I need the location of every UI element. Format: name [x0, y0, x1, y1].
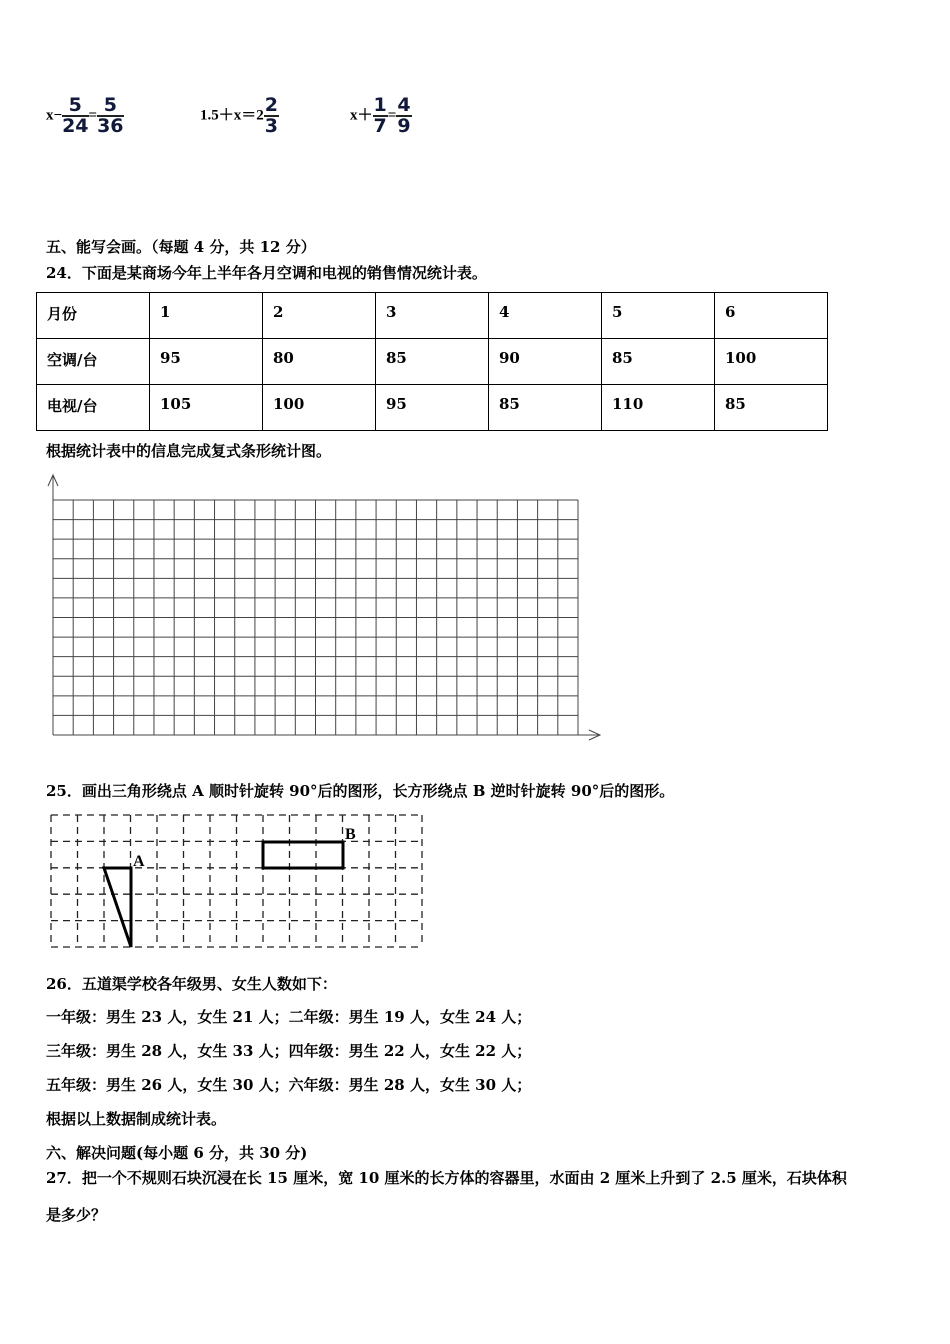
- question-26: 26．五道渠学校各年级男、女生人数如下：: [46, 975, 337, 993]
- numerator: 5: [62, 96, 88, 117]
- eq-text: =: [387, 107, 397, 124]
- denominator: 9: [397, 115, 411, 137]
- point-b-label: B: [345, 826, 356, 843]
- numerator: 2: [264, 94, 278, 116]
- numerator: 4: [397, 94, 411, 116]
- dashed-grid: [51, 815, 422, 947]
- question-26-instruction: 根据以上数据制成统计表。: [46, 1110, 227, 1128]
- table-cell: 4: [489, 293, 602, 339]
- table-cell: 3: [376, 293, 489, 339]
- grade-data-line: 三年级：男生 28 人，女生 33 人；四年级：男生 22 人，女生 22 人；: [46, 1042, 532, 1060]
- eq-text: x−: [46, 107, 63, 124]
- numerator: 5: [97, 96, 123, 117]
- grade-data-line: 五年级：男生 26 人，女生 30 人；六年级：男生 28 人，女生 30 人；: [46, 1076, 532, 1094]
- section-5-title: 五、能写会画。（每题 4 分，共 12 分）: [46, 238, 316, 256]
- table-cell: 100: [715, 339, 828, 385]
- numerator: 1: [373, 94, 387, 116]
- table-cell: 5: [602, 293, 715, 339]
- point-a-label: A: [133, 853, 145, 870]
- table-cell: 95: [150, 339, 263, 385]
- blank-bar-chart-grid: [53, 500, 578, 735]
- section-6-title: 六、解决问题(每小题 6 分，共 30 分): [46, 1144, 308, 1162]
- table-cell: 110: [602, 385, 715, 431]
- triangle: [104, 868, 131, 947]
- rectangle: [263, 842, 343, 868]
- eq-text: x＋: [350, 107, 373, 124]
- table-cell: 空调/台: [37, 339, 150, 385]
- question-27-line2: 是多少？: [46, 1206, 107, 1224]
- question-27-line1: 27．把一个不规则石块沉浸在长 15 厘米，宽 10 厘米的长方体的容器里，水面由 2 厘米上升到了 2.5 厘米，石块体积: [46, 1169, 847, 1187]
- question-24-instruction: 根据统计表中的信息完成复式条形统计图。: [46, 442, 332, 460]
- question-24: 24．下面是某商场今年上半年各月空调和电视的销售情况统计表。: [46, 264, 487, 282]
- denominator: 24: [62, 115, 89, 137]
- eq-text: =: [88, 107, 98, 124]
- table-cell: 1: [150, 293, 263, 339]
- denominator: 36: [97, 115, 124, 137]
- denominator: 3: [264, 115, 278, 137]
- table-cell: 105: [150, 385, 263, 431]
- table-cell: 85: [715, 385, 828, 431]
- table-cell: 2: [263, 293, 376, 339]
- table-cell: 月份: [37, 293, 150, 339]
- table-cell: 95: [376, 385, 489, 431]
- denominator: 7: [373, 115, 387, 137]
- grade-data-line: 一年级：男生 23 人，女生 21 人；二年级：男生 19 人，女生 24 人；: [46, 1008, 532, 1026]
- table-cell: 80: [263, 339, 376, 385]
- table-cell: 90: [489, 339, 602, 385]
- table-cell: 85: [602, 339, 715, 385]
- table-cell: 6: [715, 293, 828, 339]
- table-cell: 电视/台: [37, 385, 150, 431]
- question-25: 25．画出三角形绕点 A 顺时针旋转 90°后的图形，长方形绕点 B 逆时针旋转 90°后的图形。: [46, 782, 675, 800]
- table-cell: 100: [263, 385, 376, 431]
- table-cell: 85: [489, 385, 602, 431]
- eq-text: 1.5＋x＝2: [200, 107, 264, 124]
- table-cell: 85: [376, 339, 489, 385]
